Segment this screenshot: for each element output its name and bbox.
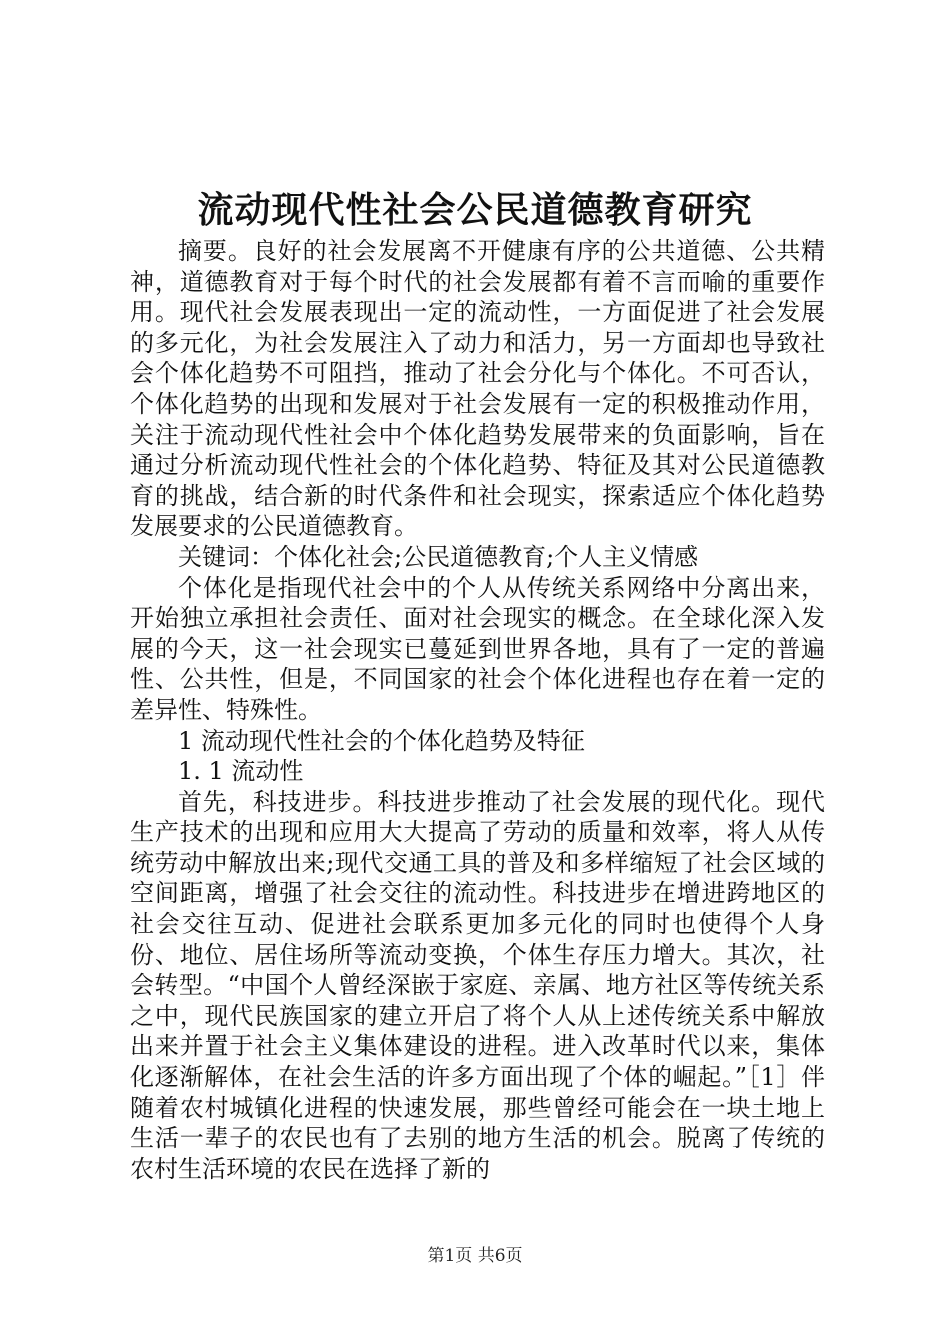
document-body [130,236,825,1184]
document-title: 流动现代性社会公民道德教育研究 [197,189,753,231]
section-1-1-paragraph: 首先，科技进步。科技进步推动了社会发展的现代化。现代生产技术的出现和应用大大提高了劳动的质量和效率，将人从传统劳动中解放出来;现代交通工具的普及和多样缩短了社会区域的空间距离，增强了社会交往的流动性。科技进步在增进跨地区的社会交往互动、促进社会联系更加多元化的同时也使得个人身份、地位、居住场所等流动变换，个体生存压力增大。其次，社会转型。“中国个人曾经深嵌于家庭、亲属、地方社区等传统关系之中，现代民族国家的建立开启了将个人从上述传统关系中解放出来并置于社会主义集体建设的进程。进入改革时代以来，集体化逐渐解体，在社会生活的许多方面出现了个体的崛起。”［1］伴随着农村城镇化进程的快速发展，那些曾经可能会在一块土地上生活一辈子的农民也有了去别的地方生活的机会。脱离了传统的农村生活环境的农民在选择了新的 [130,787,825,1183]
page-number-footer: 第1页 共6页 [427,1246,523,1266]
keywords-paragraph: 关键词：个体化社会;公民道德教育;个人主义情感 [178,542,699,571]
section-heading-1-1: 1. 1 流动性 [178,757,304,786]
section-heading-1: 1 流动现代性社会的个体化趋势及特征 [178,726,585,755]
intro-paragraph: 个体化是指现代社会中的个人从传统关系网络中分离出来，开始独立承担社会责任、面对社会现实的概念。在全球化深入发展的今天，这一社会现实已蔓延到世界各地，具有了一定的普遍性、公共性，但是，不同国家的社会个体化进程也存在着一定的差异性、特殊性。 [130,573,825,724]
abstract-paragraph: 摘要。良好的社会发展离不开健康有序的公共道德、公共精神，道德教育对于每个时代的社会发展都有着不言而喻的重要作用。现代社会发展表现出一定的流动性，一方面促进了社会发展的多元化，为社会发展注入了动力和活力，另一方面却也导致社会个体化趋势不可阻挡，推动了社会分化与个体化。不可否认，个体化趋势的出现和发展对于社会发展有一定的积极推动作用，关注于流动现代性社会中个体化趋势发展带来的负面影响，旨在通过分析流动现代性社会的个体化趋势、特征及其对公民道德教育的挑战，结合新的时代条件和社会现实，探索适应个体化趋势发展要求的公民道德教育。 [130,237,825,541]
